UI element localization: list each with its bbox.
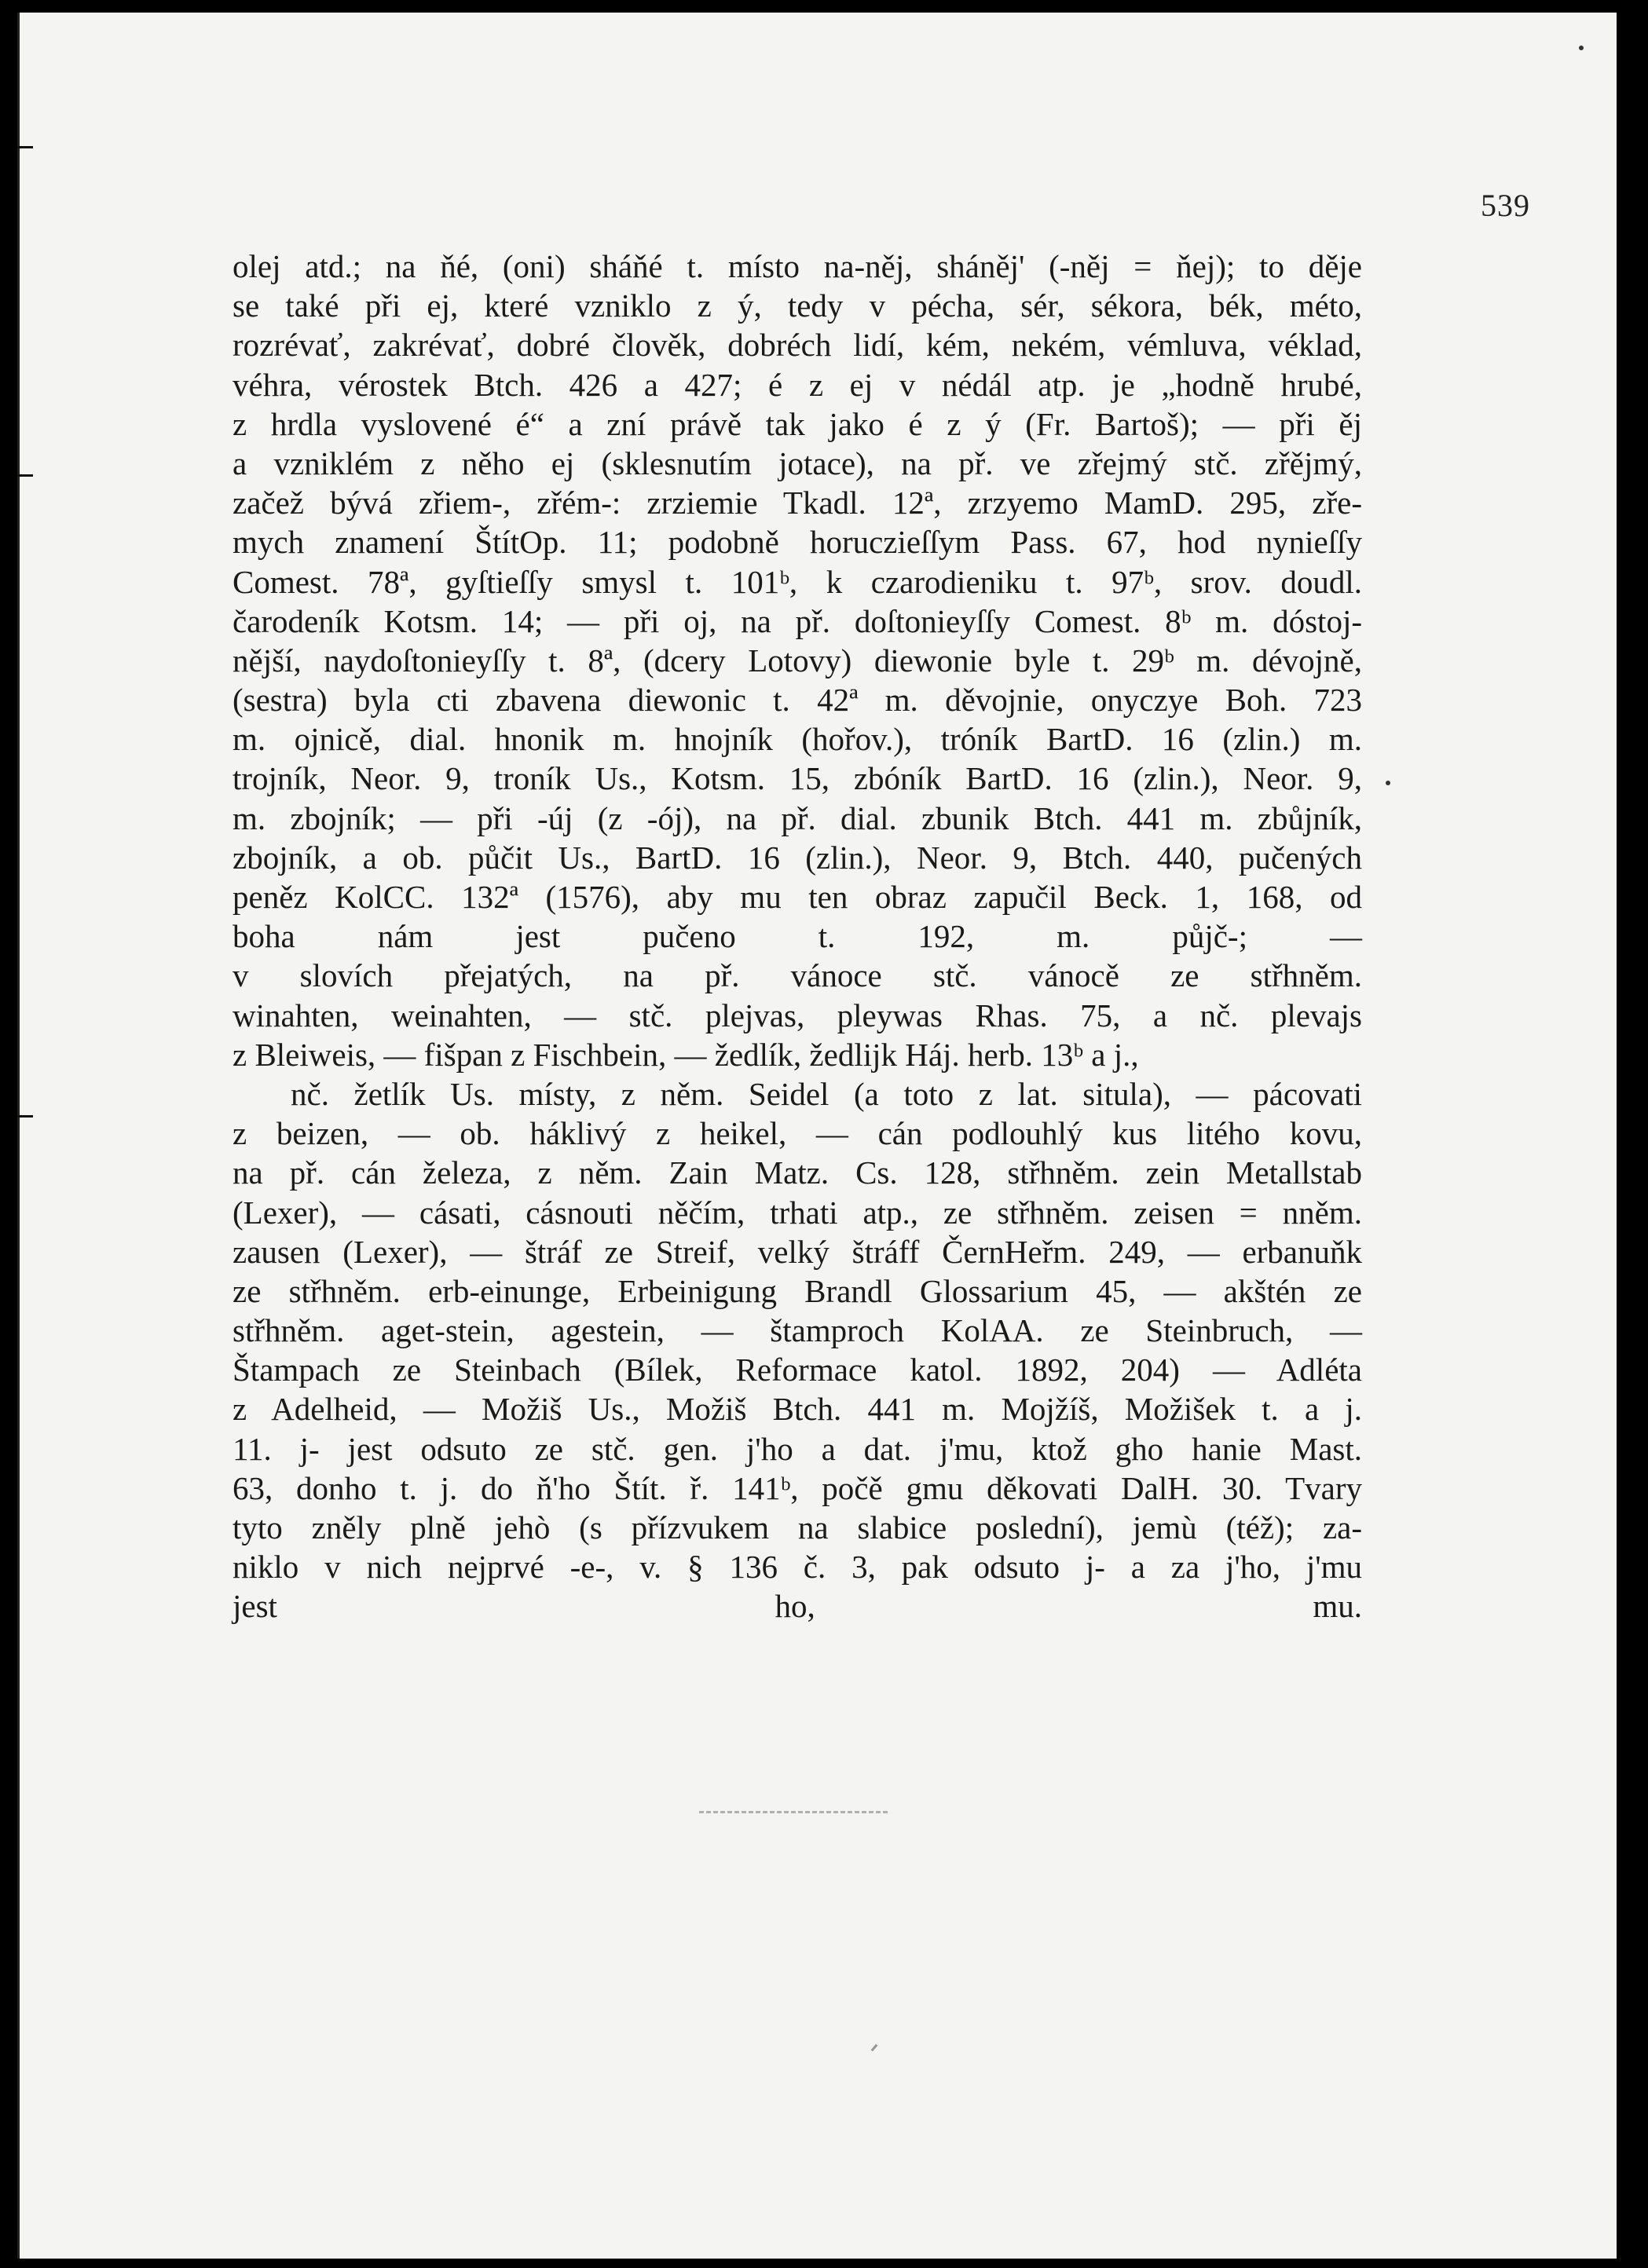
text-line: nější, naydoſtonieyſſy t. 8ª, (dcery Lotovy) diewonie byle t. 29ᵇ m. dévojně, xyxy=(233,642,1362,679)
text-line: peněz KolCC. 132ª (1576), aby mu ten obraz zapučil Beck. 1, 168, od xyxy=(233,879,1362,915)
section-end-ornament xyxy=(699,1811,888,1813)
text-line: boha nám jest pučeno t. 192, m. půjč-; — xyxy=(233,918,1362,955)
text-line: začež bývá zřiem-, zřém-: zrziemie Tkadl. 12ª, zrzyemo MamD. 295, zře- xyxy=(233,485,1362,521)
margin-mark xyxy=(17,474,33,477)
text-line: trojník, Neor. 9, troník Us., Kotsm. 15, zbóník BartD. 16 (zlin.), Neor. 9, xyxy=(233,760,1362,797)
text-line: tyto zněly plně jehò (s přízvukem na slabice poslední), jemù (též); za- xyxy=(233,1509,1362,1546)
text-line: (Lexer), — cásati, cásnouti něčím, trhati atp., ze střhněm. zeisen = nněm. xyxy=(233,1194,1362,1231)
text-line: střhněm. aget-stein, agestein, — štamproch KolAA. ze Steinbruch, — xyxy=(233,1312,1362,1349)
text-line: z hrdla vyslovené é“ a zní právě tak jako é z ý (Fr. Bartoš); — při ěj xyxy=(233,405,1362,442)
text-line: m. ojnicě, dial. hnonik m. hnojník (hořov.), tróník BartD. 16 (zlin.) m. xyxy=(233,721,1362,758)
text-line: 63, donho t. j. do ň'ho Štít. ř. 141ᵇ, počě gmu děkovati DalH. 30. Tvary xyxy=(233,1469,1362,1506)
ink-speck xyxy=(1386,781,1390,785)
text-line: olej atd.; na ňé, (oni) sháňé t. místo na-něj, sháněj' (-něj = ňej); to děje xyxy=(233,248,1362,284)
text-line: ze střhněm. erb-einunge, Erbeinigung Brandl Glossarium 45, — akštén ze xyxy=(233,1272,1362,1309)
ink-speck xyxy=(871,2044,878,2052)
text-line: mych znamení ŠtítOp. 11; podobně horuczieſſym Pass. 67, hod nynieſſy xyxy=(233,524,1362,561)
body-text xyxy=(233,247,1362,1626)
left-binding-edge xyxy=(17,13,20,2259)
margin-mark xyxy=(17,1115,33,1118)
text-line: z Bleiweis, — fišpan z Fischbein, — žedlík, žedlijk Háj. herb. 13ᵇ a j., xyxy=(233,1036,1139,1073)
text-line: v slovích přejatých, na př. vánoce stč. vánocě ze střhněm. xyxy=(233,957,1362,994)
text-line: winahten, weinahten, — stč. plejvas, pleywas Rhas. 75, a nč. plevajs xyxy=(233,997,1362,1033)
text-line: Comest. 78ª, gyſtieſſy smysl t. 101ᵇ, k czarodieniku t. 97ᵇ, srov. doudl. xyxy=(233,563,1362,600)
ink-speck xyxy=(1579,46,1584,50)
text-line: (sestra) byla cti zbavena diewonic t. 42ª m. děvojnie, onyczye Boh. 723 xyxy=(233,682,1362,719)
text-line: na př. cán železa, z něm. Zain Matz. Cs. 128, střhněm. zein Metallstab xyxy=(233,1154,1362,1191)
text-line: Štampach ze Steinbach (Bílek, Reformace katol. 1892, 204) — Adléta xyxy=(233,1352,1362,1388)
text-line: m. zbojník; — při -új (z -ój), na př. dial. zbunik Btch. 441 m. zbůjník, xyxy=(233,799,1362,836)
text-line: zausen (Lexer), — štráf ze Streif, velký štráff ČernHeřm. 249, — erbanuňk xyxy=(233,1233,1362,1270)
text-line: jest ho, mu. xyxy=(233,1588,1362,1625)
text-line: zbojník, a ob. půčit Us., BartD. 16 (zlin.), Neor. 9, Btch. 440, pučených xyxy=(233,839,1362,876)
text-line: rozrévať, zakrévať, dobré člověk, dobréch lidí, kém, nekém, vémluva, véklad, xyxy=(233,327,1362,364)
text-line: véhra, vérostek Btch. 426 a 427; é z ej v nédál atp. je „hodně hrubé, xyxy=(233,366,1362,403)
book-page xyxy=(17,13,1617,2259)
text-line: se také při ej, které vzniklo z ý, tedy v pécha, sér, sékora, bék, méto, xyxy=(233,287,1362,324)
text-line: niklo v nich nejprvé -e-, v. § 136 č. 3, pak odsuto j- a za j'ho, j'mu xyxy=(233,1549,1362,1586)
text-line: čarodeník Kotsm. 14; — při oj, na př. doſtonieyſſy Comest. 8ᵇ m. dóstoj- xyxy=(233,602,1362,639)
text-line: z Adelheid, — Možiš Us., Možiš Btch. 441 m. Mojžíš, Možišek t. a j. xyxy=(233,1391,1362,1428)
page-number: 539 xyxy=(1481,188,1530,223)
text-line: a vzniklém z něho ej (sklesnutím jotace), na př. ve zřejmý stč. zřějmý, xyxy=(233,444,1362,481)
text-line: 11. j- jest odsuto ze stč. gen. j'ho a dat. j'mu, ktož gho hanie Mast. xyxy=(233,1430,1362,1467)
text-line: z beizen, — ob. háklivý z heikel, — cán podlouhlý kus litého kovu, xyxy=(233,1115,1362,1152)
text-line: nč. žetlík Us. místy, z něm. Seidel (a toto z lat. situla), — pácovati xyxy=(291,1075,1362,1112)
margin-mark xyxy=(17,146,33,148)
